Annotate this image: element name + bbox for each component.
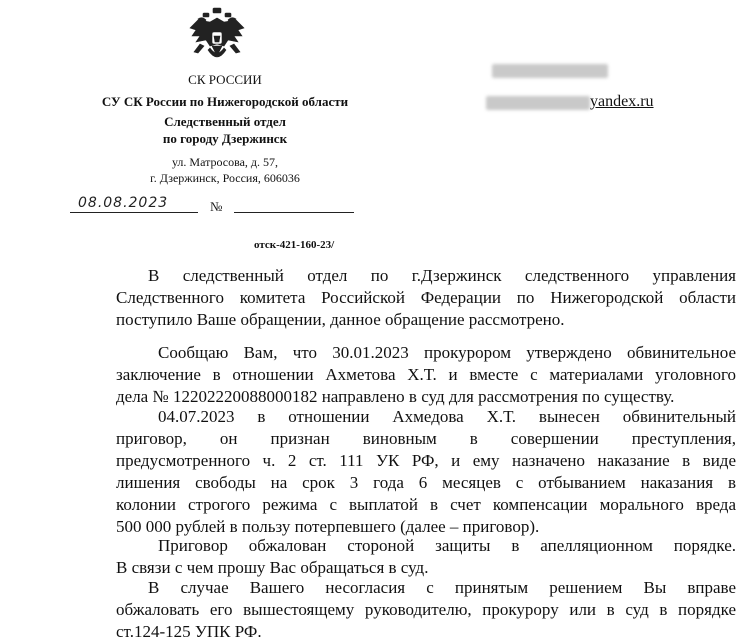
paragraph-line: 04.07.2023 в отношении Ахмедова Х.Т. вынесен обвинительный xyxy=(158,407,736,426)
reference-number: отск-421-160-23/ xyxy=(254,239,335,251)
paragraph-5 xyxy=(116,577,736,643)
paragraph-line: поступило Ваше обращении, данное обращение рассмотрено. xyxy=(116,310,565,329)
recipient-email-domain: yandex.ru xyxy=(590,93,654,110)
org-name-line-4: по городу Дзержинск xyxy=(162,131,288,146)
paragraph-line: дела № 12202220088000182 направлено в суд для рассмотрения по существу. xyxy=(116,387,675,406)
paragraph-3 xyxy=(116,406,736,538)
paragraph-line: Следственного комитета Российской Федерации по Нижегородской области xyxy=(116,288,736,307)
org-name-line-3: Следственный отдел xyxy=(164,114,286,129)
double-headed-eagle-emblem xyxy=(186,6,248,68)
paragraph-line: Приговор обжалован стороной защиты в апелляционном порядке. xyxy=(158,536,736,555)
paragraph-4 xyxy=(116,535,736,579)
date-number-block xyxy=(68,196,368,220)
paragraph-line: ст.124-125 УПК РФ. xyxy=(116,622,262,641)
org-name-line-1: СК РОССИИ xyxy=(188,72,262,87)
redacted-recipient-name xyxy=(492,64,608,78)
paragraph-line: В случае Вашего несогласия с принятым решением Вы вправе xyxy=(148,578,736,597)
paragraph-line: приговор, он признан виновным в совершении преступления, xyxy=(116,429,736,448)
number-sign: № xyxy=(210,199,223,214)
paragraph-line: обжаловать его вышестоящему руководителю, прокурору или в суд в порядке xyxy=(116,600,736,619)
paragraph-line: колонии строгого режима с выплатой в счет компенсации морального вреда xyxy=(116,495,736,514)
date-underline xyxy=(70,212,198,213)
paragraph-line: предусмотренного ч. 2 ст. 111 УК РФ, и ему назначено наказание в виде xyxy=(116,451,736,470)
org-name-line-2: СУ СК России по Нижегородской области xyxy=(101,94,349,109)
paragraph-line: 500 000 рублей в пользу потерпевшего (далее – приговор). xyxy=(116,517,540,536)
paragraph-line: В следственный отдел по г.Дзержинск следственного управления xyxy=(148,266,736,285)
paragraph-2 xyxy=(116,342,736,408)
paragraph-line: заключение в отношении Ахметова Х.Т. и вместе с материалами уголовного xyxy=(116,365,736,384)
number-underline xyxy=(234,212,354,213)
paragraph-1 xyxy=(116,265,736,331)
handwritten-date: 08.08.2023 xyxy=(78,195,169,211)
address-line-1: ул. Матросова, д. 57, xyxy=(171,155,279,169)
paragraph-line: лишения свободы на срок 3 года 6 месяцев с отбыванием наказания в xyxy=(116,473,736,492)
paragraph-line: Сообщаю Вам, что 30.01.2023 прокурором утверждено обвинительное xyxy=(158,343,736,362)
address-line-2: г. Дзержинск, Россия, 606036 xyxy=(150,171,300,185)
redacted-email-local-part xyxy=(486,96,590,110)
paragraph-line: В связи с чем прошу Вас обращаться в суд. xyxy=(116,558,429,577)
